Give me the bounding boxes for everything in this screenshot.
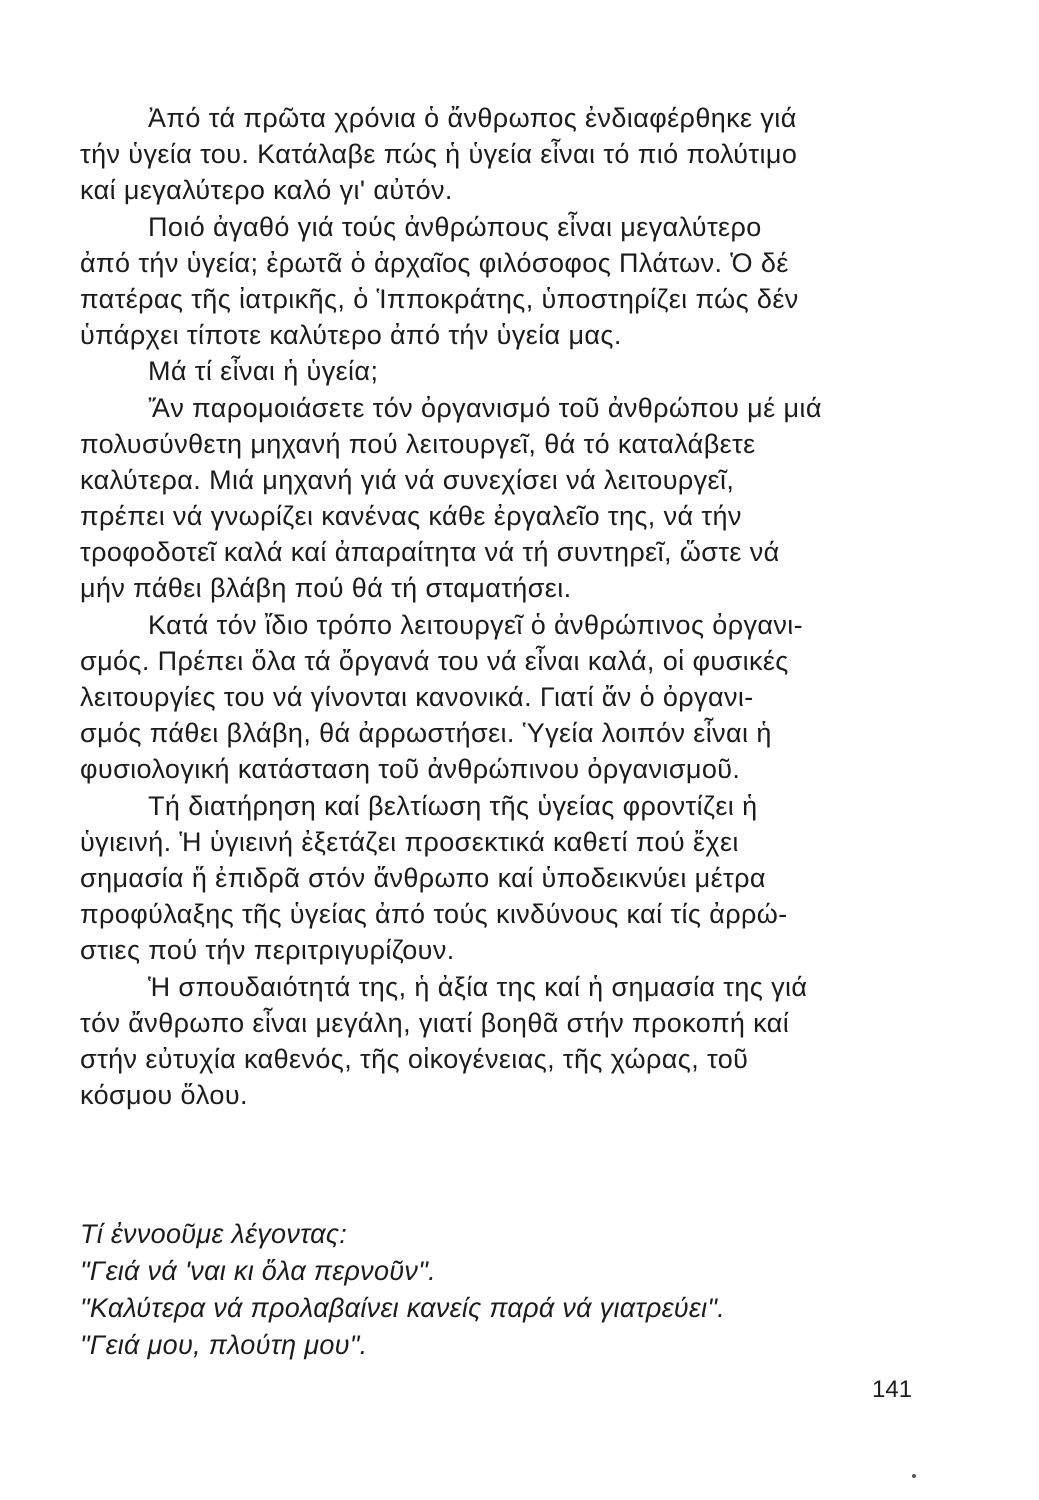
sayings-block (80, 1216, 940, 1364)
text-line: Μά τί εἶναι ἡ ὑγεία; (148, 356, 379, 387)
text-line: καί μεγαλύτερο καλό γι' αὐτόν. (80, 175, 453, 206)
text-line: τροφοδοτεῖ καλά καί ἀπαραίτητα νά τή συντηρεῖ, ὥστε νά (80, 537, 780, 568)
text-line: Ποιό ἀγαθό γιά τούς ἀνθρώπους εἶναι μεγαλύτερο (148, 211, 762, 242)
sayings-heading: Τί ἐννοοῦμε λέγοντας: (80, 1219, 348, 1249)
text-line: ὑγιεινή. Ἡ ὑγιεινή ἐξετάζει προσεκτικά καθετί πού ἔχει (80, 826, 739, 857)
text-line: στιες πού τήν περιτριγυρίζουν. (80, 935, 455, 966)
saying-line: "Γειά μου, πλούτη μου". (80, 1330, 368, 1360)
body-text (80, 100, 940, 1113)
text-line: Τή διατήρηση καί βελτίωση τῆς ὑγείας φροντίζει ἡ (148, 790, 758, 821)
text-line: φυσιολογική κατάσταση τοῦ ἀνθρώπινου ὀργανισμοῦ. (80, 754, 741, 785)
text-line: πατέρας τῆς ἰατρικῆς, ὁ Ἱπποκράτης, ὑποστηρίζει πώς δέν (80, 283, 799, 314)
text-line: σμός. Πρέπει ὅλα τά ὄργανά του νά εἶναι καλά, οἱ φυσικές (80, 645, 789, 676)
text-line: ἀπό τήν ὑγεία; ἐρωτᾶ ὁ ἀρχαῖος φιλόσοφος Πλάτων. Ὁ δέ (80, 247, 789, 278)
page-number: 141 (872, 1376, 913, 1403)
text-line: προφύλαξης τῆς ὑγείας ἀπό τούς κινδύνους καί τίς ἀρρώ- (80, 899, 788, 930)
text-line: τήν ὑγεία του. Κατάλαβε πώς ἡ ὑγεία εἶναι τό πιό πολύτιμο (80, 139, 798, 170)
text-line: πρέπει νά γνωρίζει κανένας κάθε ἐργαλεῖο της, νά τήν (80, 501, 742, 532)
saying-line: "Καλύτερα νά προλαβαίνει κανείς παρά νά γιατρεύει". (80, 1293, 726, 1323)
print-speck (912, 1474, 916, 1478)
text-line: λειτουργίες του νά γίνονται κανονικά. Γιατί ἄν ὁ ὀργανι- (80, 682, 754, 712)
text-line: κόσμου ὅλου. (80, 1080, 248, 1111)
text-line: μήν πάθει βλάβη πού θά τή σταματήσει. (80, 573, 572, 604)
saying-line: "Γειά νά 'ναι κι ὅλα περνοῦν". (80, 1256, 436, 1286)
text-line: ὑπάρχει τίποτε καλύτερο ἀπό τήν ὑγεία μας. (80, 320, 622, 351)
text-line: σμός πάθει βλάβη, θά ἀρρωστήσει. Ὑγεία λοιπόν εἶναι ἡ (80, 718, 772, 749)
text-line: Ἄν παρομοιάσετε τόν ὀργανισμό τοῦ ἀνθρώπου μέ μιά (148, 392, 822, 423)
text-line: καλύτερα. Μιά μηχανή γιά νά συνεχίσει νά λειτουργεῖ, (80, 464, 735, 495)
text-line: πολυσύνθετη μηχανή πού λειτουργεῖ, θά τό καταλάβετε (80, 428, 756, 459)
text-line: Κατά τόν ἴδιο τρόπο λειτουργεῖ ὁ ἀνθρώπινος ὀργανι- (148, 609, 804, 640)
text-line: στήν εὐτυχία καθενός, τῆς οἰκογένειας, τῆς χώρας, τοῦ (80, 1043, 749, 1074)
text-line: τόν ἄνθρωπο εἶναι μεγάλη, γιατί βοηθᾶ στήν προκοπή καί (80, 1007, 790, 1038)
text-line: σημασία ἥ ἐπιδρᾶ στόν ἄνθρωπο καί ὑποδεικνύει μέτρα (80, 862, 766, 893)
text-line: Ἀπό τά πρῶτα χρόνια ὁ ἄνθρωπος ἐνδιαφέρθηκε γιά (148, 103, 797, 133)
text-line: Ἡ σπουδαιότητά της, ἡ ἀξία της καί ἡ σημασία της γιά (148, 971, 808, 1002)
